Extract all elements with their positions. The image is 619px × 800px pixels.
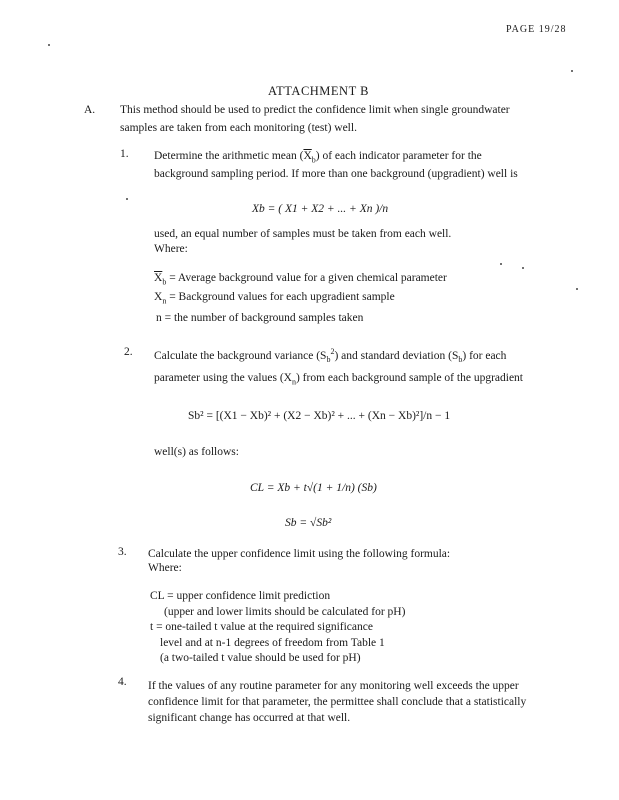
def-average-background: $\overline{X}_b$ = Average background value for a given chemical parameter [154,272,447,287]
item2-line1: Calculate the background variance $(S_b^2)$ and standard deviation $(S_b)$ for each [154,347,507,365]
section-a-line2: samples are taken from each monitoring (test) well. [120,122,357,134]
item2-line2: parameter using the values $(X_n)$ from each background sample of the upgradient [154,372,523,387]
item3-where: Where: [148,562,182,574]
item1-where: Where: [154,243,188,255]
confidence-limit-formula: CL = Xb + t√(1 + 1/n) (Sb) [250,482,377,494]
item3-line1: Calculate the upper confidence limit using the following formula: [148,548,451,560]
item3-number: 3. [118,546,127,558]
std-dev-formula: Sb = √Sb² [285,517,332,529]
def-sample-count: n = the number of background samples taken [156,312,364,324]
scan-speck [571,70,573,72]
variance-formula: Sb² = [(X1 − Xb)² + (X2 − Xb)² + ... + (Xn − Xb)²]/n − 1 [188,410,451,422]
item1-number: 1. [120,148,129,160]
def-t: t = one-tailed t value at the required significance [150,621,373,633]
item4-line1: If the values of any routine parameter for any monitoring well exceeds the upper [148,680,519,692]
item2-well: well(s) as follows: [154,446,239,458]
section-a-marker: A. [84,104,96,116]
item4-line2: confidence limit for that parameter, the permittee shall conclude that a statistically [148,696,527,708]
scan-speck [126,198,128,200]
def-t-level: level and at n-1 degrees of freedom from Table 1 [160,637,385,649]
section-a-line1: This method should be used to predict the confidence limit when single groundwater [120,104,510,116]
scan-speck [576,288,578,290]
item4-number: 4. [118,676,127,688]
item1-line2: background sampling period. If more than one background (upgradient) well is [154,168,518,180]
def-cl-note: (upper and lower limits should be calculated for pH) [164,606,406,618]
item4-line3: significant change has occurred at that well. [148,712,351,724]
item1-used: used, an equal number of samples must be taken from each well. [154,228,452,240]
mean-formula: Xb = ( X1 + X2 + ... + Xn )/n [252,203,389,215]
scan-speck [522,267,524,269]
item2-number: 2. [124,346,133,358]
attachment-title: ATTACHMENT B [268,84,369,98]
scan-speck [500,263,502,265]
scan-speck [48,44,50,46]
item1-line1: Determine the arithmetic mean $(\overline{X}_b)$ of each indicator parameter for the [154,150,482,165]
page-number: PAGE 19/28 [506,24,567,35]
def-background-values: $X_n$ = Background values for each upgradient sample [154,291,395,306]
def-t-note: (a two-tailed t value should be used for pH) [160,652,361,664]
def-cl: CL = upper confidence limit prediction [150,590,331,602]
